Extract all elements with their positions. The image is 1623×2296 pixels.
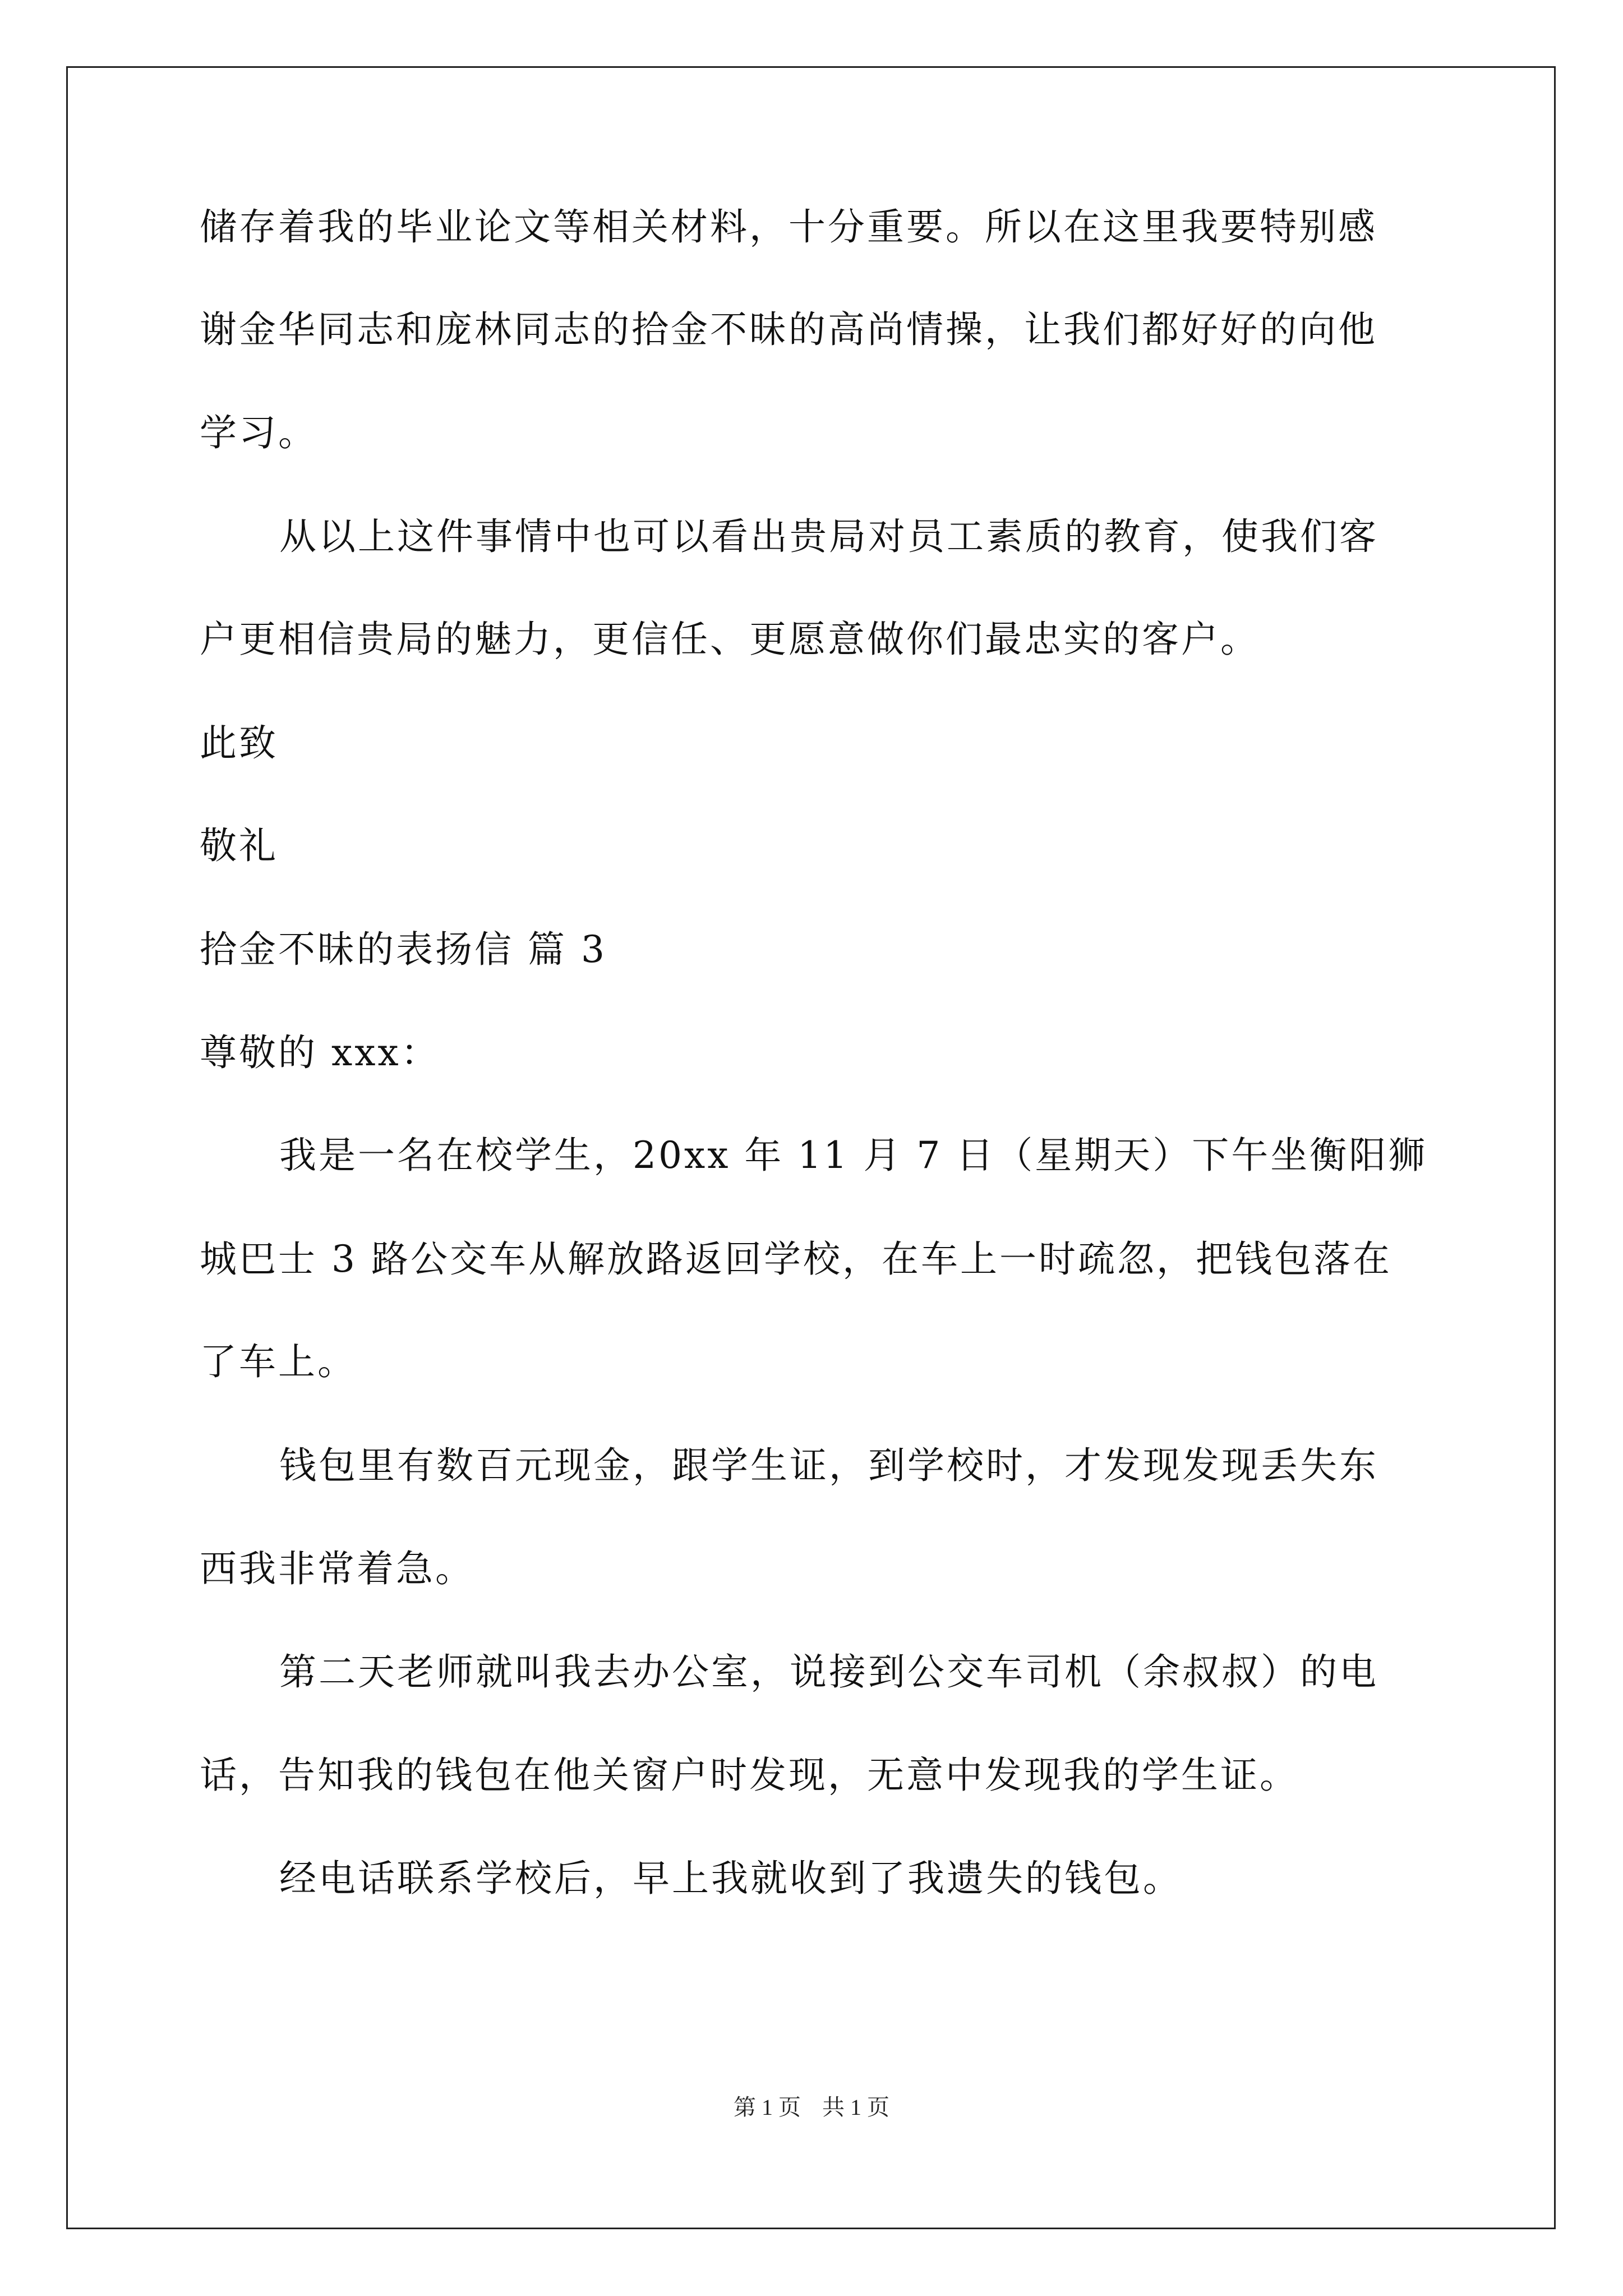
page-total: 共 1 页: [822, 2095, 889, 2120]
paragraph-line: 经电话联系学校后，早上我就收到了我遗失的钱包。: [279, 1857, 1182, 1900]
closing-regards: 敬礼: [200, 824, 278, 867]
paragraph-line: 储存着我的毕业论文等相关材料，十分重要。所以在这里我要特别感: [200, 205, 1377, 249]
paragraph-line: 学习。: [200, 411, 317, 454]
paragraph-line: 钱包里有数百元现金，跟学生证，到学校时，才发现发现丢失东: [279, 1444, 1378, 1487]
section-title: 拾金不昧的表扬信 篇 3: [200, 928, 607, 971]
letter-greeting: 尊敬的 xxx：: [200, 1031, 440, 1074]
paragraph-line: 从以上这件事情中也可以看出贵局对员工素质的教育，使我们客: [279, 515, 1378, 558]
paragraph-line: 我是一名在校学生，20xx 年 11 月 7 日（星期天）下午坐衡阳狮: [279, 1134, 1428, 1177]
closing-salutation: 此致: [200, 721, 278, 765]
paragraph-line: 城巴士 3 路公交车从解放路返回学校，在车上一时疏忽，把钱包落在: [200, 1237, 1392, 1281]
page-number: 第 1 页: [734, 2095, 801, 2120]
paragraph-line: 户更相信贵局的魅力，更信任、更愿意做你们最忠实的客户。: [200, 618, 1260, 661]
paragraph-line: 谢金华同志和庞林同志的拾金不昧的高尚情操，让我们都好好的向他: [200, 308, 1377, 351]
page-footer: [0, 2090, 1623, 2122]
paragraph-line: 第二天老师就叫我去办公室，说接到公交车司机（余叔叔）的电: [279, 1650, 1378, 1694]
paragraph-line: 了车上。: [200, 1340, 357, 1383]
paragraph-line: 西我非常着急。: [200, 1547, 474, 1590]
paragraph-line: 话，告知我的钱包在他关窗户时发现，无意中发现我的学生证。: [200, 1754, 1299, 1797]
